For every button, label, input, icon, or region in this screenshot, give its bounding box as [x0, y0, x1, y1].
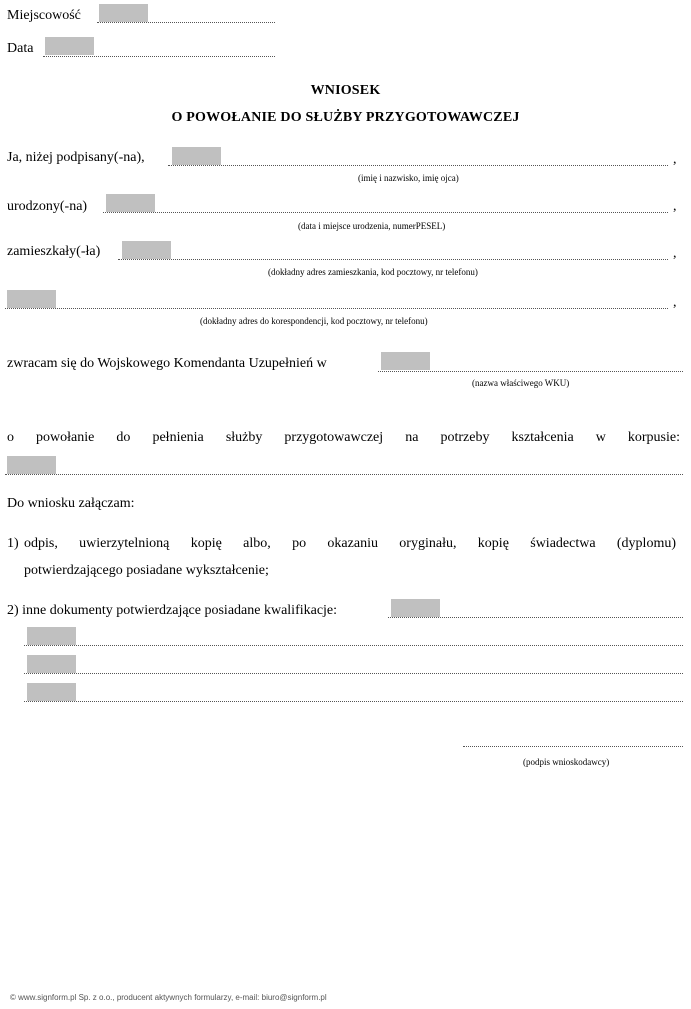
- address-caption: (dokładny adres zamieszkania, kod pocztowy, nr telefonu): [268, 267, 478, 277]
- address-label: zamieszkały(-ła): [7, 244, 101, 259]
- birth-label: urodzony(-na): [7, 199, 88, 214]
- item2-field-1[interactable]: [391, 599, 440, 617]
- footer-copyright: © www.signform.pl Sp. z o.o., producent aktywnych formularzy, e-mail: biuro@signform.pl: [10, 993, 327, 1002]
- item2-line-1: [388, 617, 683, 618]
- item2-field-4[interactable]: [27, 683, 76, 701]
- correspondence-line: [5, 308, 668, 309]
- name-line: [168, 165, 668, 166]
- document-title: WNIOSEK: [310, 83, 381, 98]
- item2-field-3[interactable]: [27, 655, 76, 673]
- birth-line: [103, 212, 668, 213]
- address-field[interactable]: [122, 241, 171, 259]
- place-label: Miejscowość: [7, 8, 81, 23]
- place-field[interactable]: [99, 4, 148, 22]
- wku-label: zwracam się do Wojskowego Komendanta Uzupełnień w: [7, 356, 327, 371]
- correspondence-caption: (dokładny adres do korespondencji, kod pocztowy, nr telefonu): [200, 316, 428, 326]
- date-label: Data: [7, 41, 34, 56]
- name-caption: (imię i nazwisko, imię ojca): [358, 173, 459, 183]
- item2-line-4: [24, 701, 683, 702]
- correspondence-comma: ,: [673, 295, 677, 310]
- item2-field-2[interactable]: [27, 627, 76, 645]
- item2-line-3: [24, 673, 683, 674]
- document-subtitle: O POWOŁANIE DO SŁUŻBY PRZYGOTOWAWCZEJ: [171, 110, 520, 125]
- corps-text: o powołanie do pełnienia służby przygotowawczej na potrzeby kształcenia w korpusie:: [7, 430, 680, 445]
- name-label: Ja, niżej podpisany(-na),: [7, 150, 145, 165]
- attachments-heading: Do wniosku załączam:: [7, 496, 135, 511]
- date-line: [43, 56, 275, 57]
- wku-caption: (nazwa właściwego WKU): [472, 378, 570, 388]
- signature-line: [463, 746, 683, 747]
- item1-text-line1: odpis, uwierzytelnioną kopię albo, po okazaniu oryginału, kopię świadectwa (dyplomu): [24, 536, 676, 551]
- address-comma: ,: [673, 246, 677, 261]
- corps-field[interactable]: [7, 456, 56, 474]
- wku-line: [378, 371, 683, 372]
- correspondence-field[interactable]: [7, 290, 56, 308]
- date-field[interactable]: [45, 37, 94, 55]
- item2-label: 2) inne dokumenty potwierdzające posiadane kwalifikacje:: [7, 603, 338, 618]
- item1-text-line2: potwierdzającego posiadane wykształcenie;: [24, 563, 269, 578]
- birth-caption: (data i miejsce urodzenia, numerPESEL): [298, 221, 446, 231]
- birth-field[interactable]: [106, 194, 155, 212]
- birth-comma: ,: [673, 199, 677, 214]
- name-comma: ,: [673, 152, 677, 167]
- wku-field[interactable]: [381, 352, 430, 370]
- corps-line: [5, 474, 683, 475]
- name-field[interactable]: [172, 147, 221, 165]
- place-line: [97, 22, 275, 23]
- item2-line-2: [24, 645, 683, 646]
- address-line: [118, 259, 668, 260]
- item1-number: 1): [7, 536, 19, 551]
- signature-caption: (podpis wnioskodawcy): [523, 757, 610, 767]
